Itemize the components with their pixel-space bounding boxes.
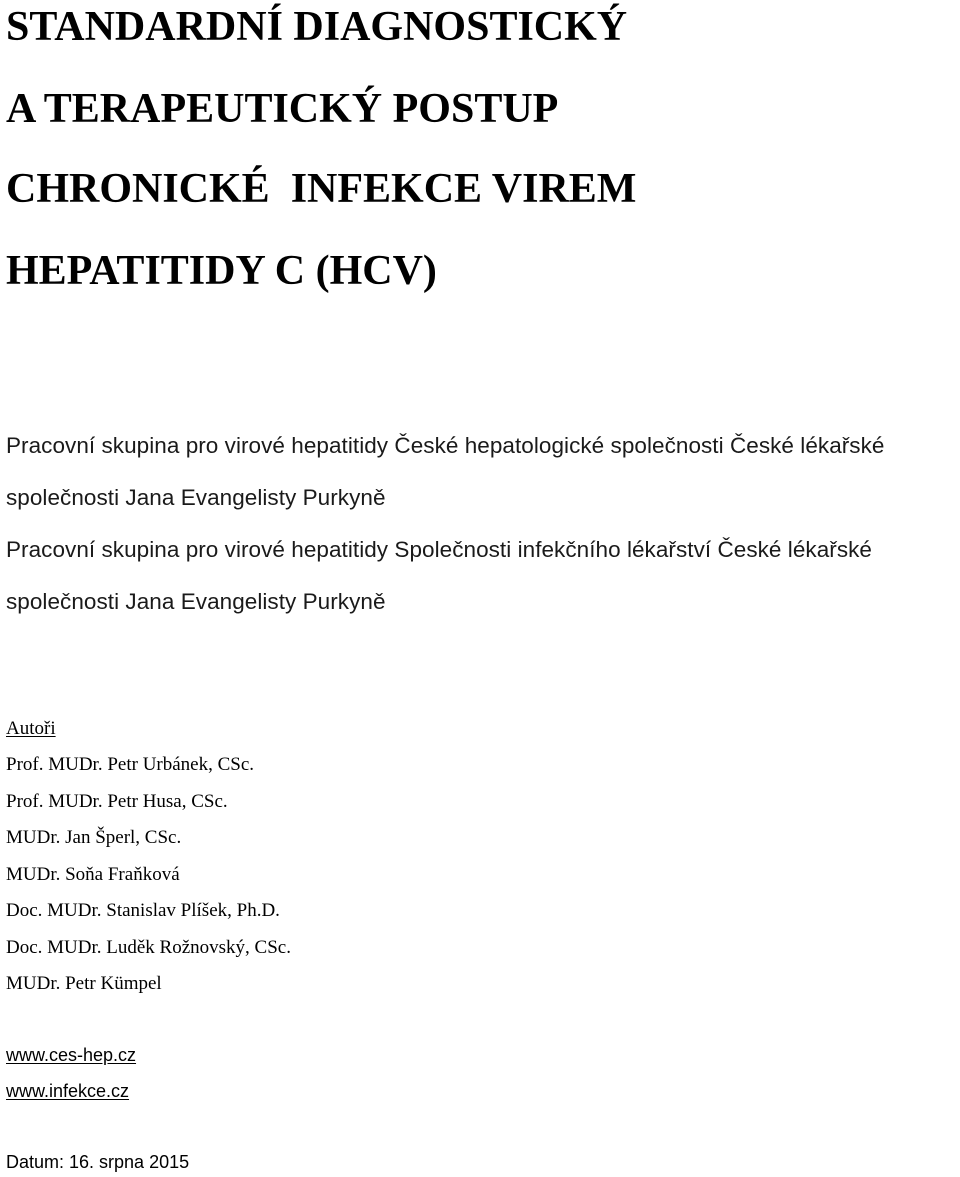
author-list (6, 747, 606, 1003)
working-groups (6, 420, 958, 628)
author-item: Doc. MUDr. Stanislav Plíšek, Ph.D. (6, 900, 280, 921)
title-line-2: A TERAPEUTICKÝ POSTUP (6, 86, 559, 132)
author-item: MUDr. Jan Šperl, CSc. (6, 827, 182, 848)
link-infekce[interactable]: www.infekce.cz (6, 1081, 130, 1101)
document-date: Datum: 16. srpna 2015 (6, 1152, 190, 1172)
authors-heading: Autoři (6, 718, 56, 739)
author-item: MUDr. Soňa Fraňková (6, 863, 180, 885)
website-links (6, 1037, 136, 1109)
author-item: Prof. MUDr. Petr Husa, CSc. (6, 790, 228, 812)
title-line-4: HEPATITIDY C (HCV) (6, 248, 437, 294)
authors-section (6, 711, 606, 1003)
working-group-hepatology: Pracovní skupina pro virové hepatitidy České hepatologické společnosti České lékařské společnosti Jana Evangelisty Purkyně (6, 433, 885, 510)
author-item: Doc. MUDr. Luděk Rožnovský, CSc. (6, 936, 291, 958)
working-group-infectious: Pracovní skupina pro virové hepatitidy Společnosti infekčního lékařství České lékařské společnosti Jana Evangelisty Purkyně (6, 537, 872, 614)
author-item: MUDr. Petr Kümpel (6, 973, 162, 994)
author-item: Prof. MUDr. Petr Urbánek, CSc. (6, 754, 255, 775)
title-line-1: STANDARDNÍ DIAGNOSTICKÝ (6, 4, 628, 50)
link-ces-hep[interactable]: www.ces-hep.cz (6, 1045, 137, 1065)
title-line-3: CHRONICKÉ INFEKCE VIREM (6, 166, 637, 212)
